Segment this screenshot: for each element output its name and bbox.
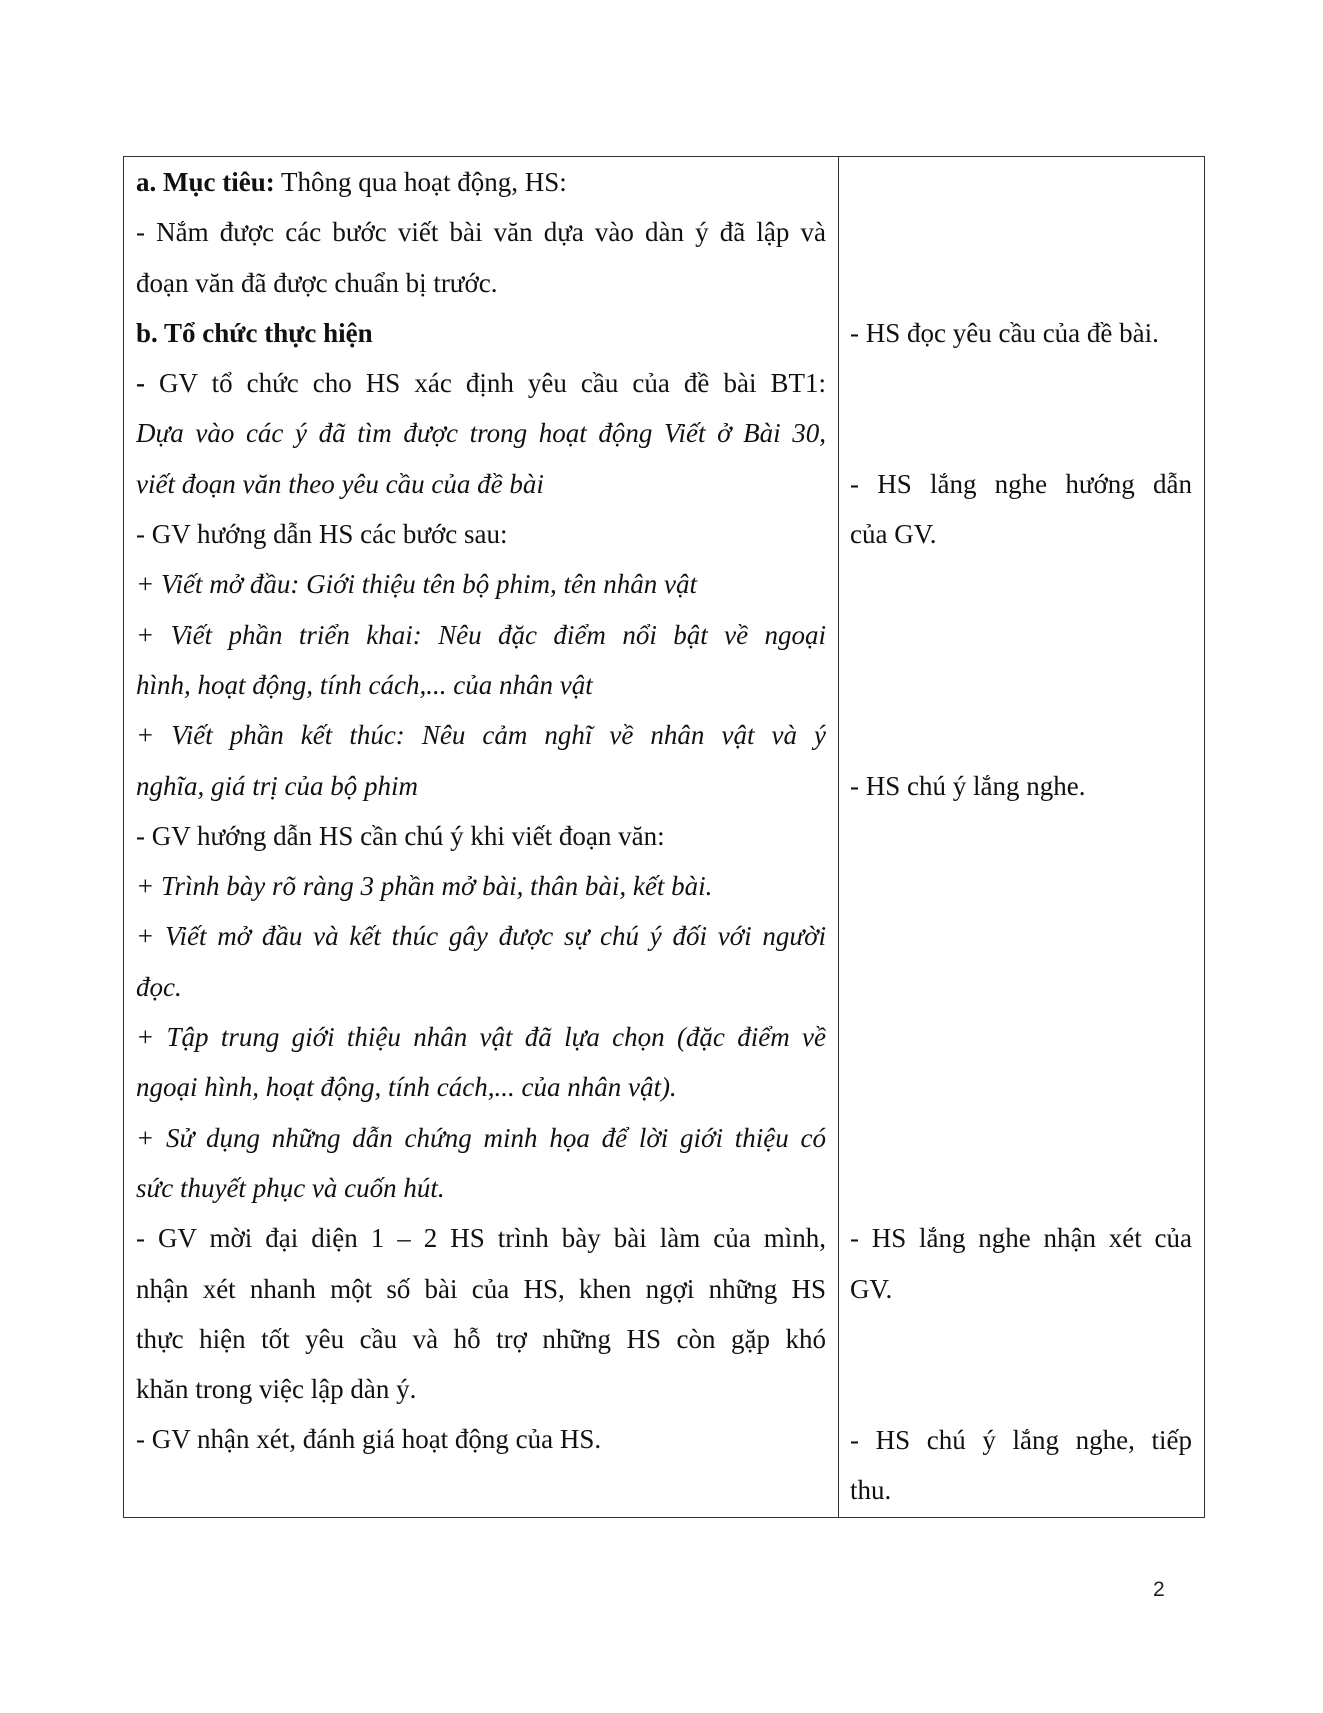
student-response: - HS lắng nghe nhận xét của <box>850 1223 1192 1254</box>
italic-line: hình, hoạt động, tính cách,... của nhân vật <box>136 669 593 700</box>
text-line: - GV hướng dẫn HS cần chú ý khi viết đoạn văn: <box>136 820 665 851</box>
italic-line: ngoại hình, hoạt động, tính cách,... của nhân vật). <box>136 1072 677 1103</box>
italic-line: viết đoạn văn theo yêu cầu của đề bài <box>136 468 544 499</box>
student-response: - HS lắng nghe hướng dẫn <box>850 468 1192 499</box>
organization-heading: b. Tổ chức thực hiện <box>136 317 373 348</box>
italic-line: Dựa vào các ý đã tìm được trong hoạt động Viết ở Bài 30, <box>136 418 826 449</box>
italic-line: + Trình bày rõ ràng 3 phần mở bài, thân bài, kết bài. <box>136 871 713 902</box>
text-line: khăn trong việc lập dàn ý. <box>136 1374 417 1405</box>
teacher-activity-column <box>124 157 839 1517</box>
italic-line: + Tập trung giới thiệu nhân vật đã lựa chọn (đặc điểm về <box>136 1022 826 1053</box>
objective-heading: a. Mục tiêu: <box>136 167 275 197</box>
student-response: thu. <box>850 1474 892 1505</box>
lesson-plan-table <box>123 156 1205 1518</box>
italic-line: + Viết phần triển khai: Nêu đặc điểm nổi bật về ngoại <box>136 619 826 650</box>
text-line: - GV hướng dẫn HS các bước sau: <box>136 519 508 550</box>
bullet-dash: - <box>136 368 145 399</box>
text-line: thực hiện tốt yêu cầu và hỗ trợ những HS còn gặp khó <box>136 1323 826 1354</box>
student-response: của GV. <box>850 519 937 550</box>
page-number: 2 <box>1153 1578 1165 1601</box>
italic-line: đọc. <box>136 971 182 1002</box>
student-activity-column <box>839 157 1204 1517</box>
text-line: - GV mời đại diện 1 – 2 HS trình bày bài làm của mình, <box>136 1223 826 1254</box>
text-line: - GV nhận xét, đánh giá hoạt động của HS. <box>136 1424 602 1455</box>
italic-line: + Viết mở đầu: Giới thiệu tên bộ phim, tên nhân vật <box>136 569 697 600</box>
text-span: GV tổ chức cho HS xác định yêu cầu của đề bài BT1: <box>145 368 826 399</box>
text-line <box>136 358 826 408</box>
student-response: - HS chú ý lắng nghe, tiếp <box>850 1424 1192 1455</box>
objective-line <box>136 157 826 207</box>
student-response: - HS chú ý lắng nghe. <box>850 770 1086 801</box>
objective-text: Thông qua hoạt động, HS: <box>274 167 567 197</box>
text-line: nhận xét nhanh một số bài của HS, khen ngợi những HS <box>136 1273 826 1304</box>
student-response: - HS đọc yêu cầu của đề bài. <box>850 317 1159 348</box>
italic-line: sức thuyết phục và cuốn hút. <box>136 1172 445 1203</box>
italic-line: nghĩa, giá trị của bộ phim <box>136 770 418 801</box>
text-line: - Nắm được các bước viết bài văn dựa vào dàn ý đã lập và <box>136 217 826 248</box>
italic-line: + Viết mở đầu và kết thúc gây được sự chú ý đối với người <box>136 921 826 952</box>
text-line: đoạn văn đã được chuẩn bị trước. <box>136 267 498 298</box>
student-response: GV. <box>850 1273 893 1304</box>
italic-line: + Sử dụng những dẫn chứng minh họa để lời giới thiệu có <box>136 1122 826 1153</box>
italic-line: + Viết phần kết thúc: Nêu cảm nghĩ về nhân vật và ý <box>136 720 826 751</box>
